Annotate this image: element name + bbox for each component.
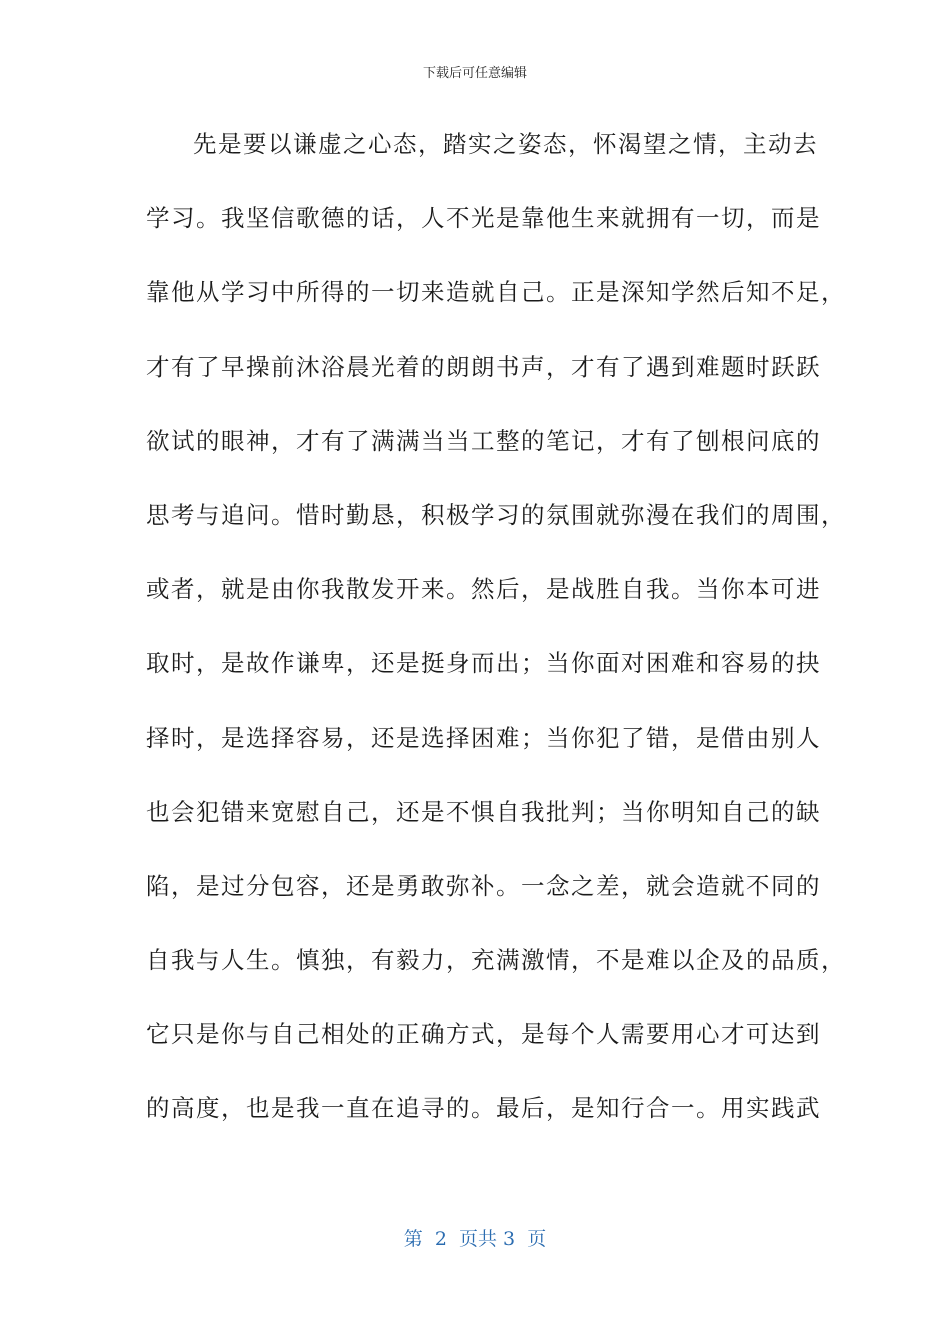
- paragraph-line: 陷，是过分包容，还是勇敢弥补。一念之差，就会造就不同的: [146, 871, 821, 900]
- paragraph-line: 才有了早操前沐浴晨光着的朗朗书声，才有了遇到难题时跃跃: [146, 352, 821, 381]
- paragraph-line: 欲试的眼神，才有了满满当当工整的笔记，才有了刨根问底的: [146, 426, 821, 455]
- paragraph-line: 择时，是选择容易，还是选择困难；当你犯了错，是借由别人: [146, 723, 821, 752]
- paragraph-line: 学习。我坚信歌德的话，人不光是靠他生来就拥有一切，而是: [146, 204, 821, 233]
- paragraph-line: 思考与追问。惜时勤恳，积极学习的氛围就弥漫在我们的周围，: [146, 500, 846, 529]
- paragraph-line: 的高度，也是我一直在追寻的。最后，是知行合一。用实践武: [146, 1094, 821, 1123]
- paragraph-line: 靠他从学习中所得的一切来造就自己。正是深知学然后知不足，: [146, 278, 846, 307]
- page-header-note: 下载后可任意编辑: [422, 66, 527, 81]
- paragraph-line: 自我与人生。慎独，有毅力，充满激情，不是难以企及的品质，: [146, 946, 846, 975]
- page-number-footer: 第 2 页共 3 页: [403, 1228, 547, 1250]
- paragraph-line: 先是要以谦虚之心态，踏实之姿态，怀渴望之情，主动去: [193, 130, 818, 158]
- paragraph-line: 取时，是故作谦卑，还是挺身而出；当你面对困难和容易的抉: [146, 649, 821, 678]
- paragraph-line: 也会犯错来宽慰自己，还是不惧自我批判；当你明知自己的缺: [146, 797, 821, 826]
- paragraph-line: 或者，就是由你我散发开来。然后，是战胜自我。当你本可进: [146, 575, 821, 604]
- body-text: [146, 122, 846, 1161]
- paragraph-line: 它只是你与自己相处的正确方式，是每个人需要用心才可达到: [146, 1020, 821, 1049]
